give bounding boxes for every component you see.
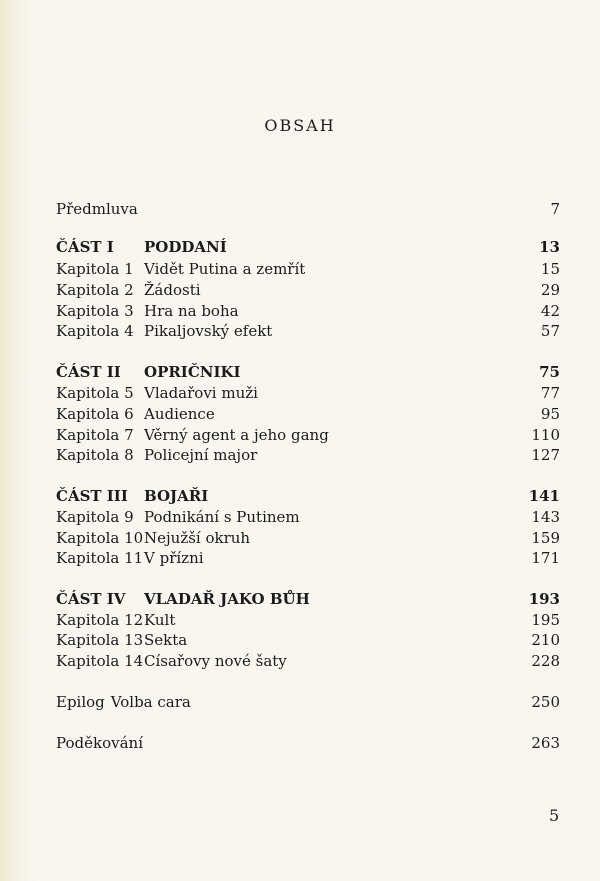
- toc-row-acknowledgements: [56, 733, 560, 754]
- acknowledgements-page: 263: [531, 734, 560, 752]
- part-label: ČÁST II: [56, 363, 121, 381]
- toc-row-chapter: [56, 259, 560, 280]
- toc-row-chapter: [56, 610, 560, 631]
- part-title: BOJAŘI: [144, 487, 209, 505]
- chapter-title: Audience: [144, 405, 215, 423]
- chapter-page: 171: [531, 549, 560, 567]
- page-number: 5: [549, 806, 560, 825]
- part-label: ČÁST IV: [56, 590, 126, 608]
- toc-row-chapter: [56, 528, 560, 549]
- toc-row-chapter: [56, 445, 560, 466]
- chapter-label: Kapitola 10: [56, 529, 144, 547]
- chapter-page: 57: [540, 322, 560, 340]
- chapter-title: Věrný agent a jeho gang: [144, 426, 329, 444]
- toc-row-chapter: [56, 651, 560, 672]
- toc-row-chapter: [56, 425, 560, 446]
- chapter-title: V přízni: [144, 549, 204, 567]
- toc-row-preface: [56, 199, 560, 220]
- chapter-title: Vidět Putina a zemřít: [144, 260, 306, 278]
- chapter-title: Hra na boha: [144, 302, 239, 320]
- part-title: PODDANÍ: [144, 238, 227, 256]
- toc-row-chapter: [56, 301, 560, 322]
- page-title: OBSAH: [264, 116, 336, 135]
- chapter-label: Kapitola 8: [56, 446, 134, 464]
- toc-row-chapter: [56, 548, 560, 569]
- chapter-page: 228: [531, 652, 560, 670]
- acknowledgements-label: Poděkování: [56, 734, 143, 752]
- chapter-label: Kapitola 1: [56, 260, 134, 278]
- toc-row-chapter: [56, 383, 560, 404]
- chapter-page: 195: [531, 611, 560, 629]
- chapter-title: Žádosti: [144, 281, 201, 299]
- chapter-label: Kapitola 4: [56, 322, 134, 340]
- epilog-title: Volba cara: [110, 693, 191, 711]
- part-label: ČÁST I: [56, 238, 114, 256]
- preface-label: Předmluva: [56, 200, 138, 218]
- toc-row-epilog: [56, 692, 560, 713]
- toc-row-part: [56, 362, 560, 383]
- toc-row-part: [56, 589, 560, 610]
- chapter-title: Podnikání s Putinem: [144, 508, 300, 526]
- chapter-title: Sekta: [144, 631, 188, 649]
- epilog-page: 250: [531, 693, 560, 711]
- toc-row-part: [56, 486, 560, 507]
- part-page: 141: [528, 487, 560, 505]
- chapter-page: 127: [531, 446, 560, 464]
- chapter-title: Pikaljovský efekt: [144, 322, 273, 340]
- chapter-label: Kapitola 5: [56, 384, 134, 402]
- chapter-page: 29: [540, 281, 560, 299]
- preface-page: 7: [550, 200, 560, 218]
- chapter-page: 159: [531, 529, 560, 547]
- chapter-label: Kapitola 7: [56, 426, 134, 444]
- chapter-label: Kapitola 2: [56, 281, 134, 299]
- toc-row-chapter: [56, 630, 560, 651]
- toc-row-chapter: [56, 280, 560, 301]
- chapter-page: 15: [540, 260, 560, 278]
- chapter-page: 95: [540, 405, 560, 423]
- chapter-title: Nejužší okruh: [144, 529, 251, 547]
- chapter-label: Kapitola 11: [56, 549, 144, 567]
- chapter-page: 210: [531, 631, 560, 649]
- epilog-label: Epilog: [56, 693, 105, 711]
- toc-row-part: [56, 237, 560, 258]
- chapter-page: 143: [531, 508, 560, 526]
- chapter-page: 110: [531, 426, 560, 444]
- chapter-label: Kapitola 9: [56, 508, 134, 526]
- part-page: 193: [528, 590, 560, 608]
- chapter-title: Císařovy nové šaty: [144, 652, 287, 670]
- part-title: OPRIČNIKI: [144, 363, 241, 381]
- part-title: VLADAŘ JAKO BŮH: [144, 590, 310, 608]
- part-page: 13: [539, 238, 560, 256]
- toc-row-chapter: [56, 507, 560, 528]
- chapter-title: Kult: [144, 611, 176, 629]
- toc-row-chapter: [56, 404, 560, 425]
- chapter-label: Kapitola 6: [56, 405, 134, 423]
- chapter-label: Kapitola 13: [56, 631, 144, 649]
- chapter-label: Kapitola 14: [56, 652, 144, 670]
- chapter-title: Vladařovi muži: [144, 384, 258, 402]
- chapter-label: Kapitola 3: [56, 302, 134, 320]
- chapter-title: Policejní major: [144, 446, 258, 464]
- chapter-page: 77: [540, 384, 560, 402]
- chapter-page: 42: [540, 302, 560, 320]
- toc-row-chapter: [56, 321, 560, 342]
- part-page: 75: [539, 363, 560, 381]
- epilog-entry: [56, 692, 191, 713]
- chapter-label: Kapitola 12: [56, 611, 144, 629]
- part-label: ČÁST III: [56, 487, 128, 505]
